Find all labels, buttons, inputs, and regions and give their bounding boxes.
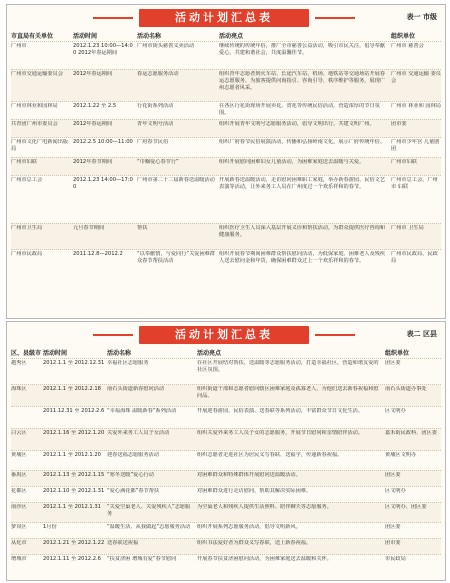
- cell-unit: 广州市 交通运输 委员会: [391, 71, 441, 84]
- header-time: 活动时间: [73, 33, 98, 40]
- cell-time: 2012.1.22 至 2.5: [73, 103, 117, 109]
- cell-highlight: 开展新春送温暖活动，走访慰问困难职工家庭，举办新春游园、民俗文艺表演等活动，让外来务工人员在广州度过一个欢乐祥和的春节。: [219, 177, 386, 190]
- cell-highlight: 组织开展慰问困难妇女儿童活动，为困难家庭送去温暖与关爱。: [219, 159, 365, 165]
- cell-unit: 广州市妇联: [391, 159, 417, 165]
- cell-highlight: 开展迎春游园、民俗表演、送春联等系列活动，丰富群众节日文化生活。: [197, 408, 364, 414]
- cell-name: “扶贫济困 增城有爱”春节慰问: [107, 556, 177, 562]
- header-highlight: 活动亮点: [219, 33, 244, 40]
- cell-name: 广府春节民俗: [137, 139, 169, 145]
- cell-time: 2012.1.1 至 2012.1.20: [43, 452, 101, 458]
- cell-unit: 区文明办: [385, 408, 406, 414]
- cell-name: 帮扶: [137, 225, 148, 231]
- cell-highlight: 为空巢老人和残疾人提供生活照料、陪伴聊天等志愿服务。: [197, 504, 332, 510]
- table-row: [11, 69, 441, 102]
- cell-name: “巾帼爱心春节行”: [137, 159, 179, 165]
- cell-highlight: 组织开展青年文明号志愿服务活动，倡导文明出行，共建文明广州。: [219, 121, 375, 127]
- cell-district: 南沙区: [11, 504, 27, 510]
- header-district: 区、县级市: [11, 350, 42, 357]
- table-row: [11, 486, 441, 503]
- table-row: [11, 358, 441, 385]
- cell-name: 春运志愿服务活动: [137, 71, 179, 77]
- cell-district: 番禺区: [11, 472, 27, 478]
- table-row: [11, 384, 441, 407]
- header-time: 活动时间: [43, 350, 68, 357]
- cell-highlight: 组织书法爱好者为群众义写春联，送上新春祝福。: [197, 540, 312, 546]
- header-name: 活动名称: [137, 33, 162, 40]
- cell-org: 广州市林业和园林局: [11, 103, 58, 109]
- table-tag: 表二 区县: [406, 330, 437, 338]
- table-row: [11, 175, 441, 224]
- cell-unit: 市民政局: [385, 556, 406, 562]
- cell-name: 迎春送福志愿服务活动: [107, 452, 159, 458]
- cell-time: 2012.1.16 至 2012.1.20: [43, 430, 105, 436]
- table-row: [11, 554, 441, 577]
- cell-name: 关爱外来务工人员子女活动: [107, 430, 170, 436]
- table-row: [11, 502, 441, 523]
- table-row: [11, 41, 441, 70]
- header-unit: 组织单位: [385, 350, 410, 357]
- cell-time: 元旦春节期间: [73, 225, 105, 231]
- cell-time: 2012.1.21 至 2012.1.22: [43, 540, 105, 546]
- cell-time: 2012.1.23 10:00—14:00 2012年春运期间: [73, 43, 133, 56]
- cell-unit: 团市委: [385, 540, 401, 546]
- table-banner: [7, 322, 445, 348]
- table-title: 活动计划汇总表: [139, 326, 309, 344]
- cell-name: 幸福社区志愿服务: [107, 360, 149, 366]
- cell-org: 广州市交通运输委员会: [11, 71, 63, 77]
- header-unit: 组织单位: [391, 33, 416, 40]
- cell-time: 2012年春运期间: [73, 121, 113, 127]
- table-title: 活动计划汇总表: [139, 9, 309, 27]
- table-row: [11, 450, 441, 471]
- cell-unit: 团区委: [385, 524, 401, 530]
- cell-highlight: 在各区行花街现场开展卖花、赏花等传统民俗活动，营造浓厚的节日氛围。: [219, 103, 380, 116]
- cell-highlight: 在社区开展结对帮扶、送温暖等志愿服务活动，打造幸福社区，营造和谐友爱的社区氛围。: [197, 360, 379, 373]
- cell-unit: 广州市总工会、广州市 妇联: [391, 177, 438, 190]
- cell-highlight: 开展春节扶贫济困慰问活动，为困难家庭送去温暖和关怀。: [197, 556, 332, 562]
- cell-time: 2012年春运期间: [73, 71, 113, 77]
- cell-unit: 团区委: [385, 472, 401, 478]
- cell-district: 萝岗区: [11, 524, 27, 530]
- table-row: [11, 119, 441, 138]
- table-row: [11, 428, 441, 451]
- table-row: [11, 101, 441, 120]
- header-highlight: 活动亮点: [197, 350, 222, 357]
- cell-district: 海珠区: [11, 386, 27, 392]
- table-row: [11, 223, 441, 250]
- cell-time: 2012年春节期间: [73, 159, 113, 165]
- cell-name: 青年文明号活动: [137, 121, 174, 127]
- cell-highlight: 组织青年志愿者到火车站、长途汽车站、机场、地铁站等交通场站开展春运志愿服务，为旅客提供问询指引、咨询引导、秩序维护等服务，展现广州志愿者风采。: [219, 71, 386, 91]
- cell-time: 2012.1.11 至 2012.2.6: [43, 556, 101, 562]
- cell-name: “爱心满花都”春节帮扶: [107, 488, 160, 494]
- cell-district: 白云区: [11, 430, 27, 436]
- header-name: 活动名称: [107, 350, 132, 357]
- cell-district: 黄埔区: [11, 452, 27, 458]
- cell-name: “寒冬送暖”爱心行动: [107, 472, 154, 478]
- cell-unit: 广州市少年宫 儿童剧团: [391, 139, 440, 152]
- cell-district: 增城市: [11, 556, 27, 562]
- table-banner: [7, 5, 445, 31]
- district-level-activity-table: [6, 321, 446, 581]
- cell-district: 越秀区: [11, 360, 27, 366]
- cell-unit: 广州市 林业和 园林局: [391, 103, 441, 109]
- cell-org: 共青团广州市委员会: [11, 121, 58, 127]
- cell-unit: 广州市民政局、民政局: [391, 251, 438, 264]
- cell-name: “温暖生活、从我做起”志愿服务活动: [107, 524, 191, 530]
- table-row: [11, 470, 441, 487]
- cell-time: 2011.12.31 至 2012.2.6: [43, 408, 105, 414]
- cell-highlight: 组织广府春节民俗展演活动，传播和弘扬岭南文化，展示广府传统年俗。: [219, 139, 386, 145]
- table-row: [11, 522, 441, 539]
- cell-org: 广州市民政局: [11, 251, 43, 257]
- table-row: [11, 249, 441, 314]
- cell-highlight: 组织街道干部和志愿者慰问辖区困难家庭及孤寡老人，为他们送去新春祝福和慰问品。: [197, 386, 379, 399]
- cell-time: 2011.12.8—2012.2: [73, 251, 123, 257]
- cell-org: 广州市: [11, 43, 27, 49]
- cell-time: 2012.1.23 14:00—17:00: [73, 177, 133, 190]
- cell-highlight: 对困难群众进行走访慰问，帮助其解决实际困难。: [197, 488, 312, 494]
- table-row: [11, 538, 441, 555]
- cell-org: 广州市文化广电新闻出版局: [11, 139, 69, 152]
- cell-time: 1月份: [43, 524, 57, 530]
- cell-highlight: 组织志愿者走进社区为居民义写春联、送福字，传递新春祝福。: [197, 452, 343, 458]
- cell-unit: 黄埔区文明办: [385, 452, 417, 458]
- cell-unit: 区文明办、团区委: [385, 504, 427, 510]
- cell-org: 广州市妇联: [11, 159, 37, 165]
- cell-district: 从化市: [11, 540, 27, 546]
- cell-name: “幸福海珠 温暖新春”系列活动: [107, 408, 177, 414]
- cell-highlight: 继续传统的传统年俗，推广全市慈善公益活动，吸引市民关注，倡导奉献爱心，共建和谐社会，共度温馨佳节。: [219, 43, 386, 56]
- cell-org: 广州市卫生局: [11, 225, 43, 231]
- cell-highlight: 组织开展系列志愿服务活动，倡导文明新风。: [197, 524, 301, 530]
- cell-name: 广州市街头慈善义卖活动: [137, 43, 195, 49]
- cell-time: 2012.1.13 至 2012.1.15: [43, 472, 105, 478]
- cell-time: 2012.1.10 至 2012.1.31: [43, 488, 105, 494]
- cell-unit: 广州市 卫生局: [391, 225, 424, 231]
- table-row: [11, 406, 441, 429]
- cell-highlight: 组织开展春节期间困难群众帮扶慰问活动，为低保家庭、困难老人及残疾人送去慰问金和年货，确保困难群众过上一个欢乐祥和的春节。: [219, 251, 386, 264]
- cell-name: “关爱空巢老人、关爱残疾人”志愿服务: [107, 504, 191, 517]
- cell-unit: 团市委: [391, 121, 407, 127]
- cell-time: 2012.1.1 至 2012.12.31: [43, 360, 105, 366]
- city-level-activity-table: [6, 4, 446, 319]
- cell-name: 南石头街道新春慰问活动: [107, 386, 165, 392]
- cell-name: 行花街系列活动: [137, 103, 174, 109]
- cell-unit: 嘉禾街民政科、团区委: [385, 430, 437, 436]
- cell-time: 2012.1.1 至 2012.2.18: [43, 386, 101, 392]
- table-tag: 表一 市级: [406, 13, 437, 21]
- cell-name: 送春联送祝福: [107, 540, 139, 546]
- cell-name: “以奉献情，与爱同行”关爱困难群众春节帮扶活动: [137, 251, 216, 264]
- cell-highlight: 对困难群众和特殊群体开展慰问送温暖活动。: [197, 472, 301, 478]
- cell-name: 广州市第二十二届新春送温暖活动: [137, 177, 215, 183]
- cell-unit: 区文明办: [385, 488, 406, 494]
- header-org: 市直局有关单位: [11, 33, 54, 40]
- cell-unit: 南石头街道办事处: [385, 386, 427, 392]
- cell-time: 2012.2.5 10:00—11:00: [73, 139, 133, 145]
- cell-district: 花都区: [11, 488, 27, 494]
- cell-org: 广州市总工会: [11, 177, 43, 183]
- table-row: [11, 157, 441, 176]
- table-row: [11, 137, 441, 158]
- cell-highlight: 组织医疗卫生人员深入基层开展义诊和帮扶活动，为群众提供医疗咨询和健康服务。: [219, 225, 386, 238]
- cell-unit: 团区委: [385, 360, 401, 366]
- cell-time: 2012.1.1 至 2012.1.31: [43, 504, 101, 510]
- cell-unit: 广州市 慈善会: [391, 43, 424, 49]
- cell-highlight: 组织关爱外来务工人员子女的志愿服务，开展节日慰问和亲情陪伴活动。: [197, 430, 364, 436]
